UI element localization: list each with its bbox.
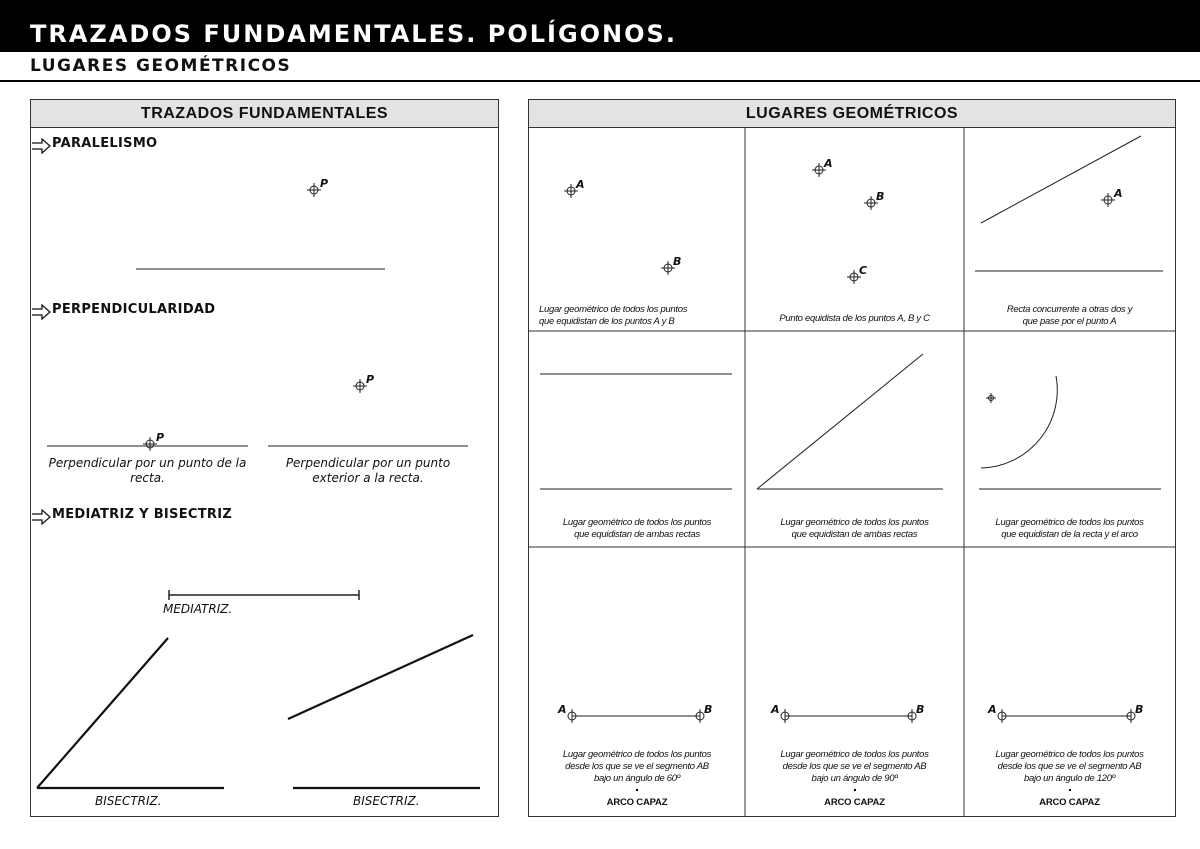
- bullet-dot: [636, 789, 638, 791]
- cell-caption: bajo un ángulo de 90º: [811, 773, 898, 784]
- cell-caption: desde los que se ve el segmento AB: [997, 761, 1142, 772]
- point-label-a: A: [988, 703, 997, 716]
- point-label-a: A: [558, 703, 567, 716]
- arco-capaz-label: ARCO CAPAZ: [606, 797, 668, 808]
- caption-perp-point-exterior: Perpendicular por un punto exterior a la recta.: [285, 456, 451, 485]
- cell-equidistant-angle: [745, 331, 964, 547]
- cell-caption: que equidistan de los puntos A y B: [539, 316, 675, 327]
- bullet-dot: [854, 789, 856, 791]
- cell-caption: que pase por el punto A: [1022, 316, 1117, 327]
- cell-caption: Lugar geométrico de todos los puntos: [539, 304, 688, 315]
- cell-caption: Lugar geométrico de todos los puntos: [780, 517, 929, 528]
- cell-arco-capaz-90: [745, 547, 964, 816]
- section-perpendicularidad: PERPENDICULARIDAD: [52, 302, 216, 317]
- cell-equidistant-parallels: [529, 331, 745, 547]
- arrow-right-outline-icon: [31, 304, 51, 320]
- panel-title: TRAZADOS FUNDAMENTALES: [31, 100, 498, 128]
- panel-title: LUGARES GEOMÉTRICOS: [529, 100, 1175, 128]
- cell-arco-capaz-60: [529, 547, 745, 816]
- point-label-b: B: [876, 190, 885, 203]
- panel-lugares-geometricos: [528, 99, 1176, 817]
- crosshair-point-icon: [353, 379, 367, 393]
- panel-trazados-fundamentales: [30, 99, 499, 817]
- section-mediatriz-bisectriz: MEDIATRIZ Y BISECTRIZ: [52, 507, 233, 522]
- cell-caption: bajo un ángulo de 60º: [594, 773, 680, 784]
- title-divider: [0, 80, 1200, 82]
- cell-caption: Lugar geométrico de todos los puntos: [995, 749, 1144, 760]
- arrow-right-outline-icon: [31, 138, 51, 154]
- point-label-p: P: [320, 177, 329, 190]
- cell-caption: que equidistan de ambas rectas: [574, 529, 700, 540]
- cell-concurrent-line: [964, 127, 1175, 331]
- point-label-a: A: [1114, 187, 1123, 200]
- caption-bisectriz-2: BISECTRIZ.: [353, 794, 420, 808]
- crosshair-point-icon: [143, 437, 157, 451]
- point-label-b: B: [1135, 703, 1144, 716]
- cell-caption: Lugar geométrico de todos los puntos: [780, 749, 929, 760]
- cell-equidistant-abc: [745, 127, 964, 331]
- cell-caption: que equidistan de ambas rectas: [791, 529, 918, 540]
- caption-bisectriz-1: BISECTRIZ.: [95, 794, 162, 808]
- cell-caption: desde los que se ve el segmento AB: [565, 761, 709, 772]
- cell-caption: Punto equidista de los puntos A, B y C: [779, 313, 930, 324]
- crosshair-point-icon: [307, 183, 321, 197]
- caption-perp-point-on-line: Perpendicular por un punto de la recta.: [48, 456, 247, 485]
- point-label-b: B: [704, 703, 713, 716]
- point-label-b: B: [916, 703, 925, 716]
- bisectriz-2-line-a: [288, 635, 473, 719]
- point-label-p: P: [366, 373, 375, 386]
- arrow-right-outline-icon: [31, 509, 51, 525]
- cell-caption: desde los que se ve el segmento AB: [782, 761, 927, 772]
- cell-caption: Lugar geométrico de todos los puntos: [562, 517, 712, 528]
- point-label-c: C: [859, 264, 868, 277]
- arco-capaz-label: ARCO CAPAZ: [1039, 797, 1100, 808]
- point-label-a: A: [576, 178, 585, 191]
- point-label-b: B: [673, 255, 682, 268]
- cell-caption: que equidistan de la recta y el arco: [1001, 529, 1138, 540]
- point-label-a: A: [824, 157, 833, 170]
- cell-arco-capaz-120: [964, 547, 1175, 816]
- page-title: TRAZADOS FUNDAMENTALES. POLÍGONOS.: [30, 20, 677, 48]
- cell-caption: Lugar geométrico de todos los puntos: [995, 517, 1144, 528]
- bullet-dot: [1069, 789, 1071, 791]
- cell-caption: Lugar geométrico de todos los puntos: [562, 749, 712, 760]
- section-paralelismo: PARALELISMO: [52, 136, 158, 151]
- cell-equidistant-ab: [529, 127, 745, 331]
- arco-capaz-label: ARCO CAPAZ: [824, 797, 885, 808]
- cell-equidistant-line-arc: [964, 331, 1175, 547]
- cell-caption: Recta concurrente a otras dos y: [1006, 304, 1133, 315]
- point-label-p: P: [156, 431, 165, 444]
- caption-mediatriz: MEDIATRIZ.: [163, 602, 233, 616]
- cell-caption: bajo un ángulo de 120º: [1024, 773, 1115, 784]
- page-subtitle: LUGARES GEOMÉTRICOS: [30, 56, 292, 76]
- bisectriz-1-ray-a: [37, 638, 168, 788]
- point-label-a: A: [771, 703, 780, 716]
